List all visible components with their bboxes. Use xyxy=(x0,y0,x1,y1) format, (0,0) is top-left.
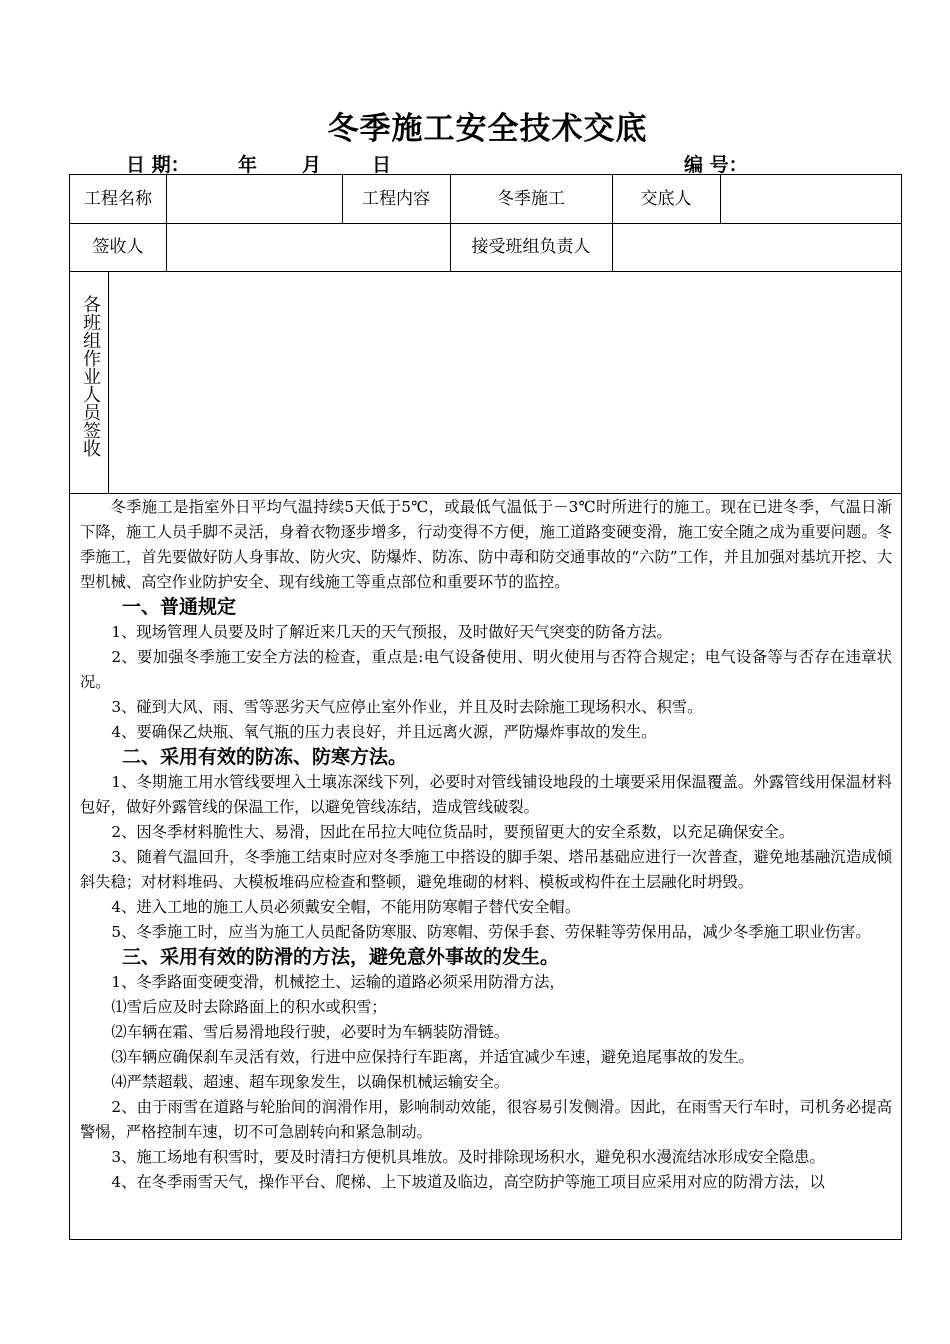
section-heading: 一、普通规定 xyxy=(122,596,237,618)
list-item: 2、因冬季材料脆性大、易滑，因此在吊拉大吨位货品时，要预留更大的安全系数，以充足确保安全。 xyxy=(111,823,795,841)
year-label: 年 xyxy=(238,154,258,176)
list-item: ⑴雪后应及时去除路面上的积水或积雪； xyxy=(111,998,387,1016)
disclosure-content xyxy=(80,495,892,1195)
document-title: 冬季施工安全技术交底 xyxy=(327,111,648,147)
day-label: 日 xyxy=(372,154,392,176)
list-item: 1、现场管理人员要及时了解近来几天的天气预报，及时做好天气突变的防备方法。 xyxy=(111,623,672,641)
list-item: 4、在冬季雨雪天气，操作平台、爬梯、上下坡道及临边，高空防护等施工项目应采用对应的防滑方法，以 xyxy=(111,1173,825,1191)
list-item: 2、要加强冬季施工安全方法的检查，重点是:电气设备使用、明火使用与否符合规定；电气设备等与否存在违章状况。 xyxy=(80,648,892,691)
list-item: 1、冬季路面变硬变滑，机械挖土、运输的道路必须采用防滑方法， xyxy=(111,973,565,991)
row-divider xyxy=(70,223,901,224)
list-item: ⑶车辆应确保刹车灵活有效，行进中应保持行车距离，并适宜减少车速，避免追尾事故的发生。 xyxy=(111,1048,754,1066)
list-item: 2、由于雨雪在道路与轮胎间的润滑作用，影响制动效能，很容易引发侧滑。因此，在雨雪天行车时，司机务必提高警惕，严格控制车速，切不可急剧转向和紧急制动。 xyxy=(80,1098,892,1141)
column-divider xyxy=(720,175,721,223)
list-item: 1、冬期施工用水管线要埋入土壤冻深线下列，必要时对管线铺设地段的土壤要采用保温覆盖。外露管线用保温材料包好，做好外露管线的保温工作，以避免管线冻结，造成管线破裂。 xyxy=(80,773,892,816)
list-item: 4、进入工地的施工人员必须戴安全帽，不能用防寒帽子替代安全帽。 xyxy=(111,898,580,916)
section-heading: 三、采用有效的防滑的方法，避免意外事故的发生。 xyxy=(122,946,560,968)
column-divider xyxy=(166,175,167,271)
number-label: 编 号： xyxy=(684,154,748,176)
list-item: 3、随着气温回升，冬季施工结束时应对冬季施工中搭设的脚手架、塔吊基础应进行一次普查，避免地基融沉造成倾斜失稳；对材料堆码、大模板堆码应检查和整顿，避免堆砌的材料、模板或构件在土层融化时坍毁。 xyxy=(80,848,892,891)
row-divider xyxy=(70,493,901,494)
month-label: 月 xyxy=(302,154,322,176)
list-item: 3、碰到大风、雨、雪等恶劣天气应停止室外作业，并且及时去除施工现场积水、积雪。 xyxy=(111,698,703,716)
team-leader-label: 接受班组负责人 xyxy=(471,237,591,257)
discloser-label: 交底人 xyxy=(640,189,692,209)
intro-paragraph: 冬季施工是指室外日平均气温持续5天低于5℃，或最低气温低于－3℃时所进行的施工。现在已进冬季，气温日渐下降，施工人员手脚不灵活，身着衣物逐步增多，行动变得不方便，施工道路变硬变滑，施工安全随之成为重要问题。冬季施工，首先要做好防人身事故、防火灾、防爆炸、防冻、防中毒和防交通事故的“六防”工作，并且加强对基坑开挖、大型机械、高空作业防护安全、现有线施工等重点部位和重要环节的监控。 xyxy=(80,498,892,591)
content-label: 工程内容 xyxy=(362,189,430,209)
section-heading: 二、采用有效的防冻、防寒方法。 xyxy=(122,746,408,768)
date-label: 日 期： xyxy=(126,154,190,176)
content-value: 冬季施工 xyxy=(497,189,565,209)
project-name-label: 工程名称 xyxy=(84,189,152,209)
disclosure-form xyxy=(69,174,902,1240)
list-item: 4、要确保乙炔瓶、氧气瓶的压力表良好，并且远离火源，严防爆炸事故的发生。 xyxy=(111,723,657,741)
signature-area[interactable] xyxy=(109,272,902,493)
receiver-label: 签收人 xyxy=(92,237,144,257)
list-item: ⑷严禁超载、超速、超车现象发生，以确保机械运输安全。 xyxy=(111,1073,510,1091)
list-item: 5、冬季施工时，应当为施工人员配备防寒服、防寒帽、劳保手套、劳保鞋等劳保用品，减少冬季施工职业伤害。 xyxy=(111,923,871,941)
date-number-line xyxy=(126,150,766,176)
list-item: ⑵车辆在霜、雪后易滑地段行驶，必要时为车辆装防滑链。 xyxy=(111,1023,510,1041)
list-item: 3、施工场地有积雪时，要及时清扫方便机具堆放。及时排除现场积水，避免积水漫流结冰形成安全隐患。 xyxy=(111,1148,825,1166)
signature-label: 各班组作业人员签收 xyxy=(80,295,101,457)
